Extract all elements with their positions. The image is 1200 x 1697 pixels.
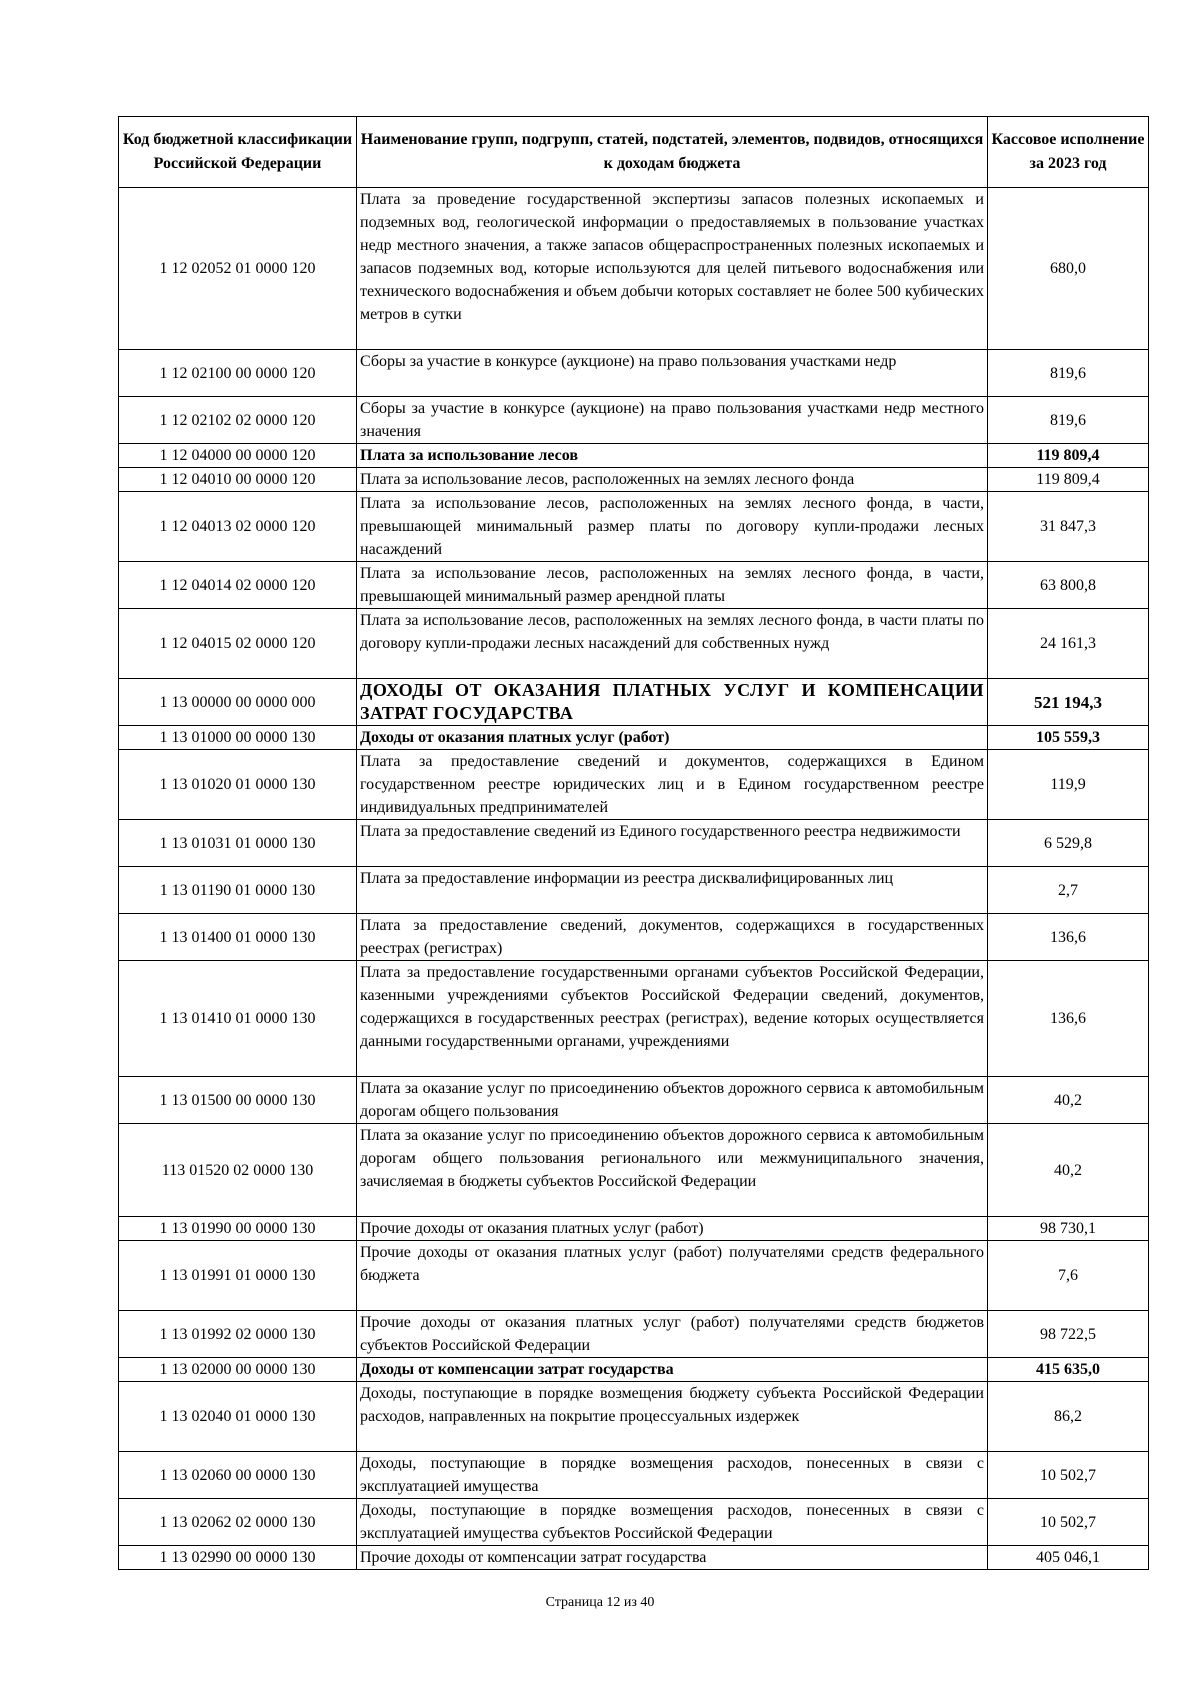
row-code: 1 13 02060 00 0000 130 [119, 1452, 357, 1499]
header-name: Наименование групп, подгрупп, статей, подстатей, элементов, подвидов, относящихся к доходам бюджета [357, 117, 988, 188]
row-code: 1 13 01991 01 0000 130 [119, 1241, 357, 1311]
table-row [119, 1382, 1149, 1452]
revenue-table [118, 116, 1149, 1570]
row-name: Плата за предоставление информации из реестра дисквалифицированных лиц [357, 867, 988, 914]
row-amount: 86,2 [988, 1382, 1149, 1452]
row-name: Прочие доходы от компенсации затрат государства [357, 1546, 988, 1570]
row-amount: 415 635,0 [988, 1358, 1149, 1382]
table-row [119, 468, 1149, 492]
row-code: 1 13 01400 01 0000 130 [119, 914, 357, 961]
table-row [119, 1077, 1149, 1124]
table-row [119, 1311, 1149, 1358]
table-row [119, 350, 1149, 397]
row-code: 1 12 04015 02 0000 120 [119, 609, 357, 679]
table-header-row [119, 117, 1149, 188]
header-code: Код бюджетной классификации Российской Федерации [119, 117, 357, 188]
row-name: Сборы за участие в конкурсе (аукционе) на право пользования участками недр [357, 350, 988, 397]
table-row [119, 1358, 1149, 1382]
row-name: Плата за оказание услуг по присоединению объектов дорожного сервиса к автомобильным дорогам общего пользования регионального или межмуниципального значения, зачисляемая в бюджеты субъектов Российской Федерации [357, 1124, 988, 1217]
row-amount: 105 559,3 [988, 726, 1149, 750]
table-row [119, 188, 1149, 350]
row-code: 1 12 04000 00 0000 120 [119, 444, 357, 468]
table-row [119, 1499, 1149, 1546]
row-name: Плата за использование лесов, расположенных на землях лесного фонда, в части, превышающей минимальный размер арендной платы [357, 562, 988, 609]
row-amount: 10 502,7 [988, 1452, 1149, 1499]
row-amount: 819,6 [988, 397, 1149, 444]
row-code: 1 13 02062 02 0000 130 [119, 1499, 357, 1546]
row-name: Прочие доходы от оказания платных услуг (работ) [357, 1217, 988, 1241]
row-name: Доходы, поступающие в порядке возмещения бюджету субъекта Российской Федерации расходов, направленных на покрытие процессуальных издержек [357, 1382, 988, 1452]
row-code: 1 13 01000 00 0000 130 [119, 726, 357, 750]
row-amount: 31 847,3 [988, 492, 1149, 562]
table-row [119, 1241, 1149, 1311]
table-row [119, 1452, 1149, 1499]
row-name: Плата за использование лесов [357, 444, 988, 468]
row-code: 1 12 02102 02 0000 120 [119, 397, 357, 444]
header-amount: Кассовое исполнение за 2023 год [988, 117, 1149, 188]
row-name: Плата за использование лесов, расположенных на землях лесного фонда, в части, превышающей минимальный размер платы по договору купли-продажи лесных насаждений [357, 492, 988, 562]
row-amount: 24 161,3 [988, 609, 1149, 679]
row-amount: 7,6 [988, 1241, 1149, 1311]
table-row [119, 492, 1149, 562]
row-code: 1 13 00000 00 0000 000 [119, 679, 357, 726]
table-row [119, 750, 1149, 820]
table-row [119, 867, 1149, 914]
row-code: 1 13 02040 01 0000 130 [119, 1382, 357, 1452]
row-amount: 119,9 [988, 750, 1149, 820]
table-row [119, 914, 1149, 961]
row-amount: 40,2 [988, 1124, 1149, 1217]
row-amount: 819,6 [988, 350, 1149, 397]
row-name: Доходы, поступающие в порядке возмещения расходов, понесенных в связи с эксплуатацией имущества субъектов Российской Федерации [357, 1499, 988, 1546]
row-name: Доходы от оказания платных услуг (работ) [357, 726, 988, 750]
row-name: Плата за предоставление сведений и документов, содержащихся в Едином государственном реестре юридических лиц и в Едином государственном реестре индивидуальных предпринимателей [357, 750, 988, 820]
row-name: Прочие доходы от оказания платных услуг (работ) получателями средств бюджетов субъектов Российской Федерации [357, 1311, 988, 1358]
row-name: Прочие доходы от оказания платных услуг (работ) получателями средств федерального бюджета [357, 1241, 988, 1311]
row-code: 1 12 02100 00 0000 120 [119, 350, 357, 397]
row-name: Плата за оказание услуг по присоединению объектов дорожного сервиса к автомобильным дорогам общего пользования [357, 1077, 988, 1124]
row-code: 1 13 02990 00 0000 130 [119, 1546, 357, 1570]
row-name: Плата за использование лесов, расположенных на землях лесного фонда, в части платы по договору купли-продажи лесных насаждений для собственных нужд [357, 609, 988, 679]
row-code: 1 13 01020 01 0000 130 [119, 750, 357, 820]
row-name: Сборы за участие в конкурсе (аукционе) на право пользования участками недр местного значения [357, 397, 988, 444]
row-name: Доходы от компенсации затрат государства [357, 1358, 988, 1382]
row-name: Плата за предоставление государственными органами субъектов Российской Федерации, казенными учреждениями субъектов Российской Федерации сведений, документов, содержащихся в государственных реестрах (регистрах), ведение которых осуществляется данными государственными органами, учреждениями [357, 961, 988, 1077]
row-amount: 405 046,1 [988, 1546, 1149, 1570]
row-amount: 63 800,8 [988, 562, 1149, 609]
row-code: 113 01520 02 0000 130 [119, 1124, 357, 1217]
row-code: 1 12 02052 01 0000 120 [119, 188, 357, 350]
row-code: 1 12 04013 02 0000 120 [119, 492, 357, 562]
row-code: 1 13 01990 00 0000 130 [119, 1217, 357, 1241]
table-row [119, 679, 1149, 726]
row-amount: 680,0 [988, 188, 1149, 350]
row-amount: 40,2 [988, 1077, 1149, 1124]
table-row [119, 562, 1149, 609]
table-row [119, 1546, 1149, 1570]
table-row [119, 820, 1149, 867]
row-amount: 119 809,4 [988, 468, 1149, 492]
table-row [119, 1217, 1149, 1241]
row-name: Плата за использование лесов, расположенных на землях лесного фонда [357, 468, 988, 492]
row-code: 1 13 01992 02 0000 130 [119, 1311, 357, 1358]
row-amount: 136,6 [988, 914, 1149, 961]
row-name: ДОХОДЫ ОТ ОКАЗАНИЯ ПЛАТНЫХ УСЛУГ И КОМПЕНСАЦИИ ЗАТРАТ ГОСУДАРСТВА [357, 679, 988, 726]
row-code: 1 13 01190 01 0000 130 [119, 867, 357, 914]
row-amount: 98 722,5 [988, 1311, 1149, 1358]
row-name: Плата за предоставление сведений, документов, содержащихся в государственных реестрах (регистрах) [357, 914, 988, 961]
row-amount: 2,7 [988, 867, 1149, 914]
row-amount: 98 730,1 [988, 1217, 1149, 1241]
row-code: 1 13 01031 01 0000 130 [119, 820, 357, 867]
row-code: 1 12 04014 02 0000 120 [119, 562, 357, 609]
table-row [119, 444, 1149, 468]
table-row [119, 609, 1149, 679]
row-name: Доходы, поступающие в порядке возмещения расходов, понесенных в связи с эксплуатацией имущества [357, 1452, 988, 1499]
row-amount: 521 194,3 [988, 679, 1149, 726]
row-name: Плата за предоставление сведений из Единого государственного реестра недвижимости [357, 820, 988, 867]
row-name: Плата за проведение государственной экспертизы запасов полезных ископаемых и подземных вод, геологической информации о предоставляемых в пользование участках недр местного значения, а также запасов общераспространенных полезных ископаемых и запасов подземных вод, которые используются для целей питьевого водоснабжения или технического водоснабжения и объем добычи которых составляет не более 500 кубических метров в сутки [357, 188, 988, 350]
row-code: 1 13 02000 00 0000 130 [119, 1358, 357, 1382]
table-row [119, 1124, 1149, 1217]
row-amount: 119 809,4 [988, 444, 1149, 468]
row-code: 1 12 04010 00 0000 120 [119, 468, 357, 492]
row-code: 1 13 01410 01 0000 130 [119, 961, 357, 1077]
row-amount: 6 529,8 [988, 820, 1149, 867]
row-amount: 10 502,7 [988, 1499, 1149, 1546]
page-number: Страница 12 из 40 [545, 1595, 655, 1610]
table-row [119, 726, 1149, 750]
row-amount: 136,6 [988, 961, 1149, 1077]
table-row [119, 961, 1149, 1077]
row-code: 1 13 01500 00 0000 130 [119, 1077, 357, 1124]
table-row [119, 397, 1149, 444]
